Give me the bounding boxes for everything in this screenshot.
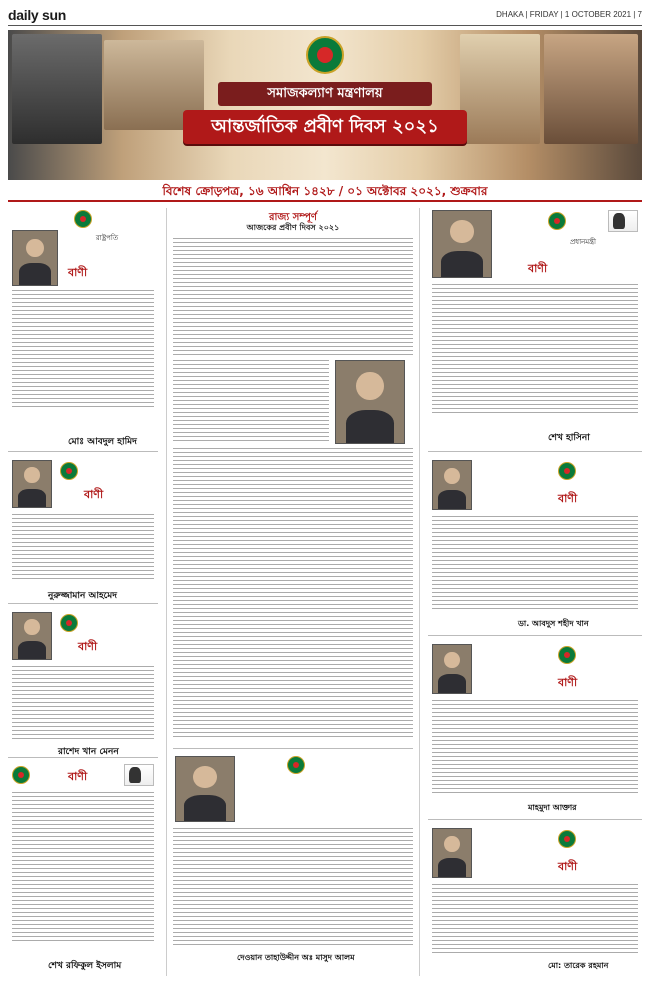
pm-message <box>428 208 642 452</box>
center-signature: দেওয়ান তাহাউদ্দীন অঃ মাসুদ আলম <box>237 953 355 962</box>
government-seal-icon <box>306 36 344 74</box>
state-minister-message <box>8 608 158 758</box>
newspaper-logo: daily sun <box>8 6 66 23</box>
left-column <box>8 208 158 976</box>
dg-message <box>428 640 642 820</box>
emblem-icon <box>287 756 305 774</box>
secretary-message-title: বাণী <box>68 770 88 783</box>
speaker-signature: ডা. আবদুস শহীদ খান <box>518 619 589 628</box>
chair-signature: মো: তারেক রহমান <box>548 961 609 970</box>
portrait-badge-icon <box>124 764 154 786</box>
masthead <box>8 4 642 26</box>
minister-signature: নুরুজ্জামান আহমেদ <box>48 591 118 601</box>
banner-photo-left <box>12 34 102 144</box>
chair-portrait <box>432 828 472 878</box>
center-headline: রাজ্য সম্পূর্ণ <box>269 212 317 223</box>
banner <box>8 30 642 185</box>
speaker-message-text <box>432 516 638 612</box>
center-article-text-2 <box>173 360 329 444</box>
state-minister-message-title: বাণী <box>78 640 98 653</box>
emblem-icon <box>60 614 78 632</box>
pm-role: প্রধানমন্ত্রী <box>569 238 597 246</box>
dateline: DHAKA | FRIDAY | 1 OCTOBER 2021 | 7 <box>496 10 642 19</box>
state-minister-portrait <box>12 612 52 660</box>
dg-signature: মাহমুদা আক্তার <box>528 803 577 812</box>
emblem-icon <box>548 212 566 230</box>
emblem-icon <box>60 462 78 480</box>
ministry-title: সমাজকল্যাণ মন্ত্রণালয় <box>218 82 432 106</box>
center-lower-text <box>173 828 413 948</box>
president-role: রাষ্ট্রপতি <box>95 234 119 242</box>
banner-photo-elder <box>544 34 638 144</box>
pm-signature: শেখ হাসিনা <box>548 433 590 443</box>
minister-message-title: বাণী <box>84 488 104 501</box>
speaker-portrait <box>432 460 472 510</box>
minister-message-text <box>12 514 154 580</box>
center-article-text-3 <box>173 448 413 738</box>
center-lower-portrait <box>175 756 235 822</box>
secretary-message <box>8 762 158 972</box>
president-message <box>8 208 158 452</box>
emblem-icon <box>74 210 92 228</box>
president-message-text <box>12 290 154 408</box>
state-minister-signature: রাশেদ খান মেনন <box>58 747 119 757</box>
emblem-icon <box>12 766 30 784</box>
president-signature: মোঃ আবদুল হামিদ <box>68 437 137 447</box>
speaker-message <box>428 456 642 636</box>
emblem-icon <box>558 830 576 848</box>
state-minister-message-text <box>12 666 154 740</box>
pm-portrait <box>432 210 492 278</box>
center-column <box>166 208 420 976</box>
center-author-portrait <box>335 360 405 444</box>
emblem-icon <box>558 462 576 480</box>
minister-portrait <box>12 460 52 508</box>
center-article-head: আজকের প্রবীণ দিবস ২০২১ <box>246 223 340 232</box>
chair-message-text <box>432 884 638 954</box>
special-supplement-line: বিশেষ ক্রোড়পত্র, ১৬ আশ্বিন ১৪২৮ / ০১ অক্টোবর ২০২১, শুক্রবার <box>8 180 642 202</box>
speaker-message-title: বাণী <box>558 492 578 505</box>
pm-message-title: বাণী <box>528 262 548 275</box>
chair-message-title: বাণী <box>558 860 578 873</box>
dg-message-title: বাণী <box>558 676 578 689</box>
portrait-badge-icon <box>608 210 638 232</box>
emblem-icon <box>558 646 576 664</box>
banner-photo-right <box>460 34 540 144</box>
center-article-text-1 <box>173 238 413 358</box>
secretary-signature: শেখ রফিকুল ইসলাম <box>48 961 122 971</box>
occasion-title: আন্তর্জাতিক প্রবীণ দিবস ২০২১ <box>183 110 467 144</box>
right-column <box>428 208 642 976</box>
president-portrait <box>12 230 58 286</box>
secretary-message-text <box>12 792 154 942</box>
president-message-title: বাণী <box>68 266 88 279</box>
minister-message <box>8 456 158 604</box>
dg-portrait <box>432 644 472 694</box>
center-lower-message <box>173 748 413 749</box>
pm-message-text <box>432 284 638 416</box>
dg-message-text <box>432 700 638 796</box>
chair-message <box>428 824 642 974</box>
